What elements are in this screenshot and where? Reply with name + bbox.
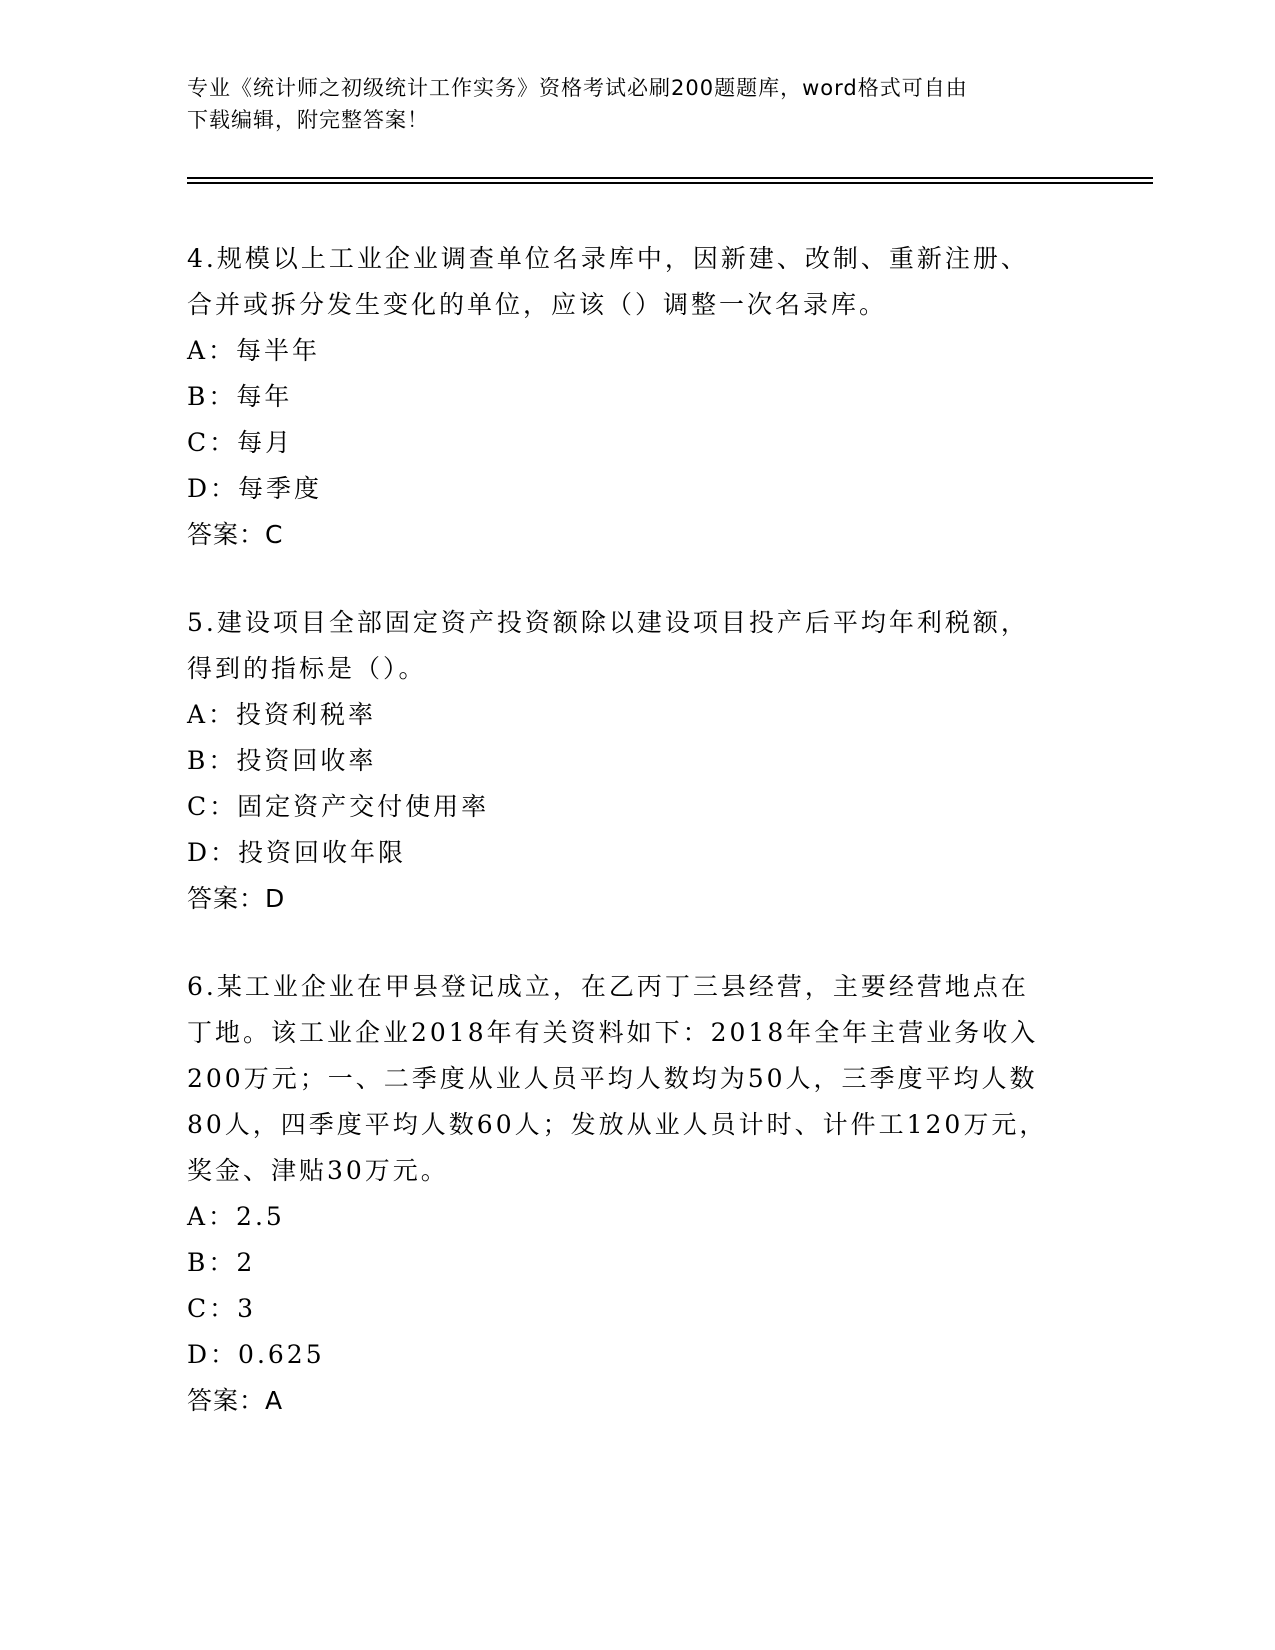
question-stem-line: 4.规模以上工业企业调查单位名录库中，因新建、改制、重新注册、	[187, 244, 1029, 273]
question-stem-line: 奖金、津贴30万元。	[187, 1156, 449, 1185]
answer-label: 答案：C	[187, 520, 284, 549]
question-stem-line: 5.建设项目全部固定资产投资额除以建设项目投产后平均年利税额，	[187, 608, 1029, 637]
question-stem-line: 丁地。该工业企业2018年有关资料如下：2018年全年主营业务收入	[187, 1018, 1039, 1047]
option-d: D：每季度	[187, 474, 323, 503]
header-line-1: 专业《统计师之初级统计工作实务》资格考试必刷200题题库，word格式可自由	[187, 76, 968, 100]
document-header	[187, 72, 1087, 136]
question-6	[187, 964, 1087, 1424]
question-stem	[187, 964, 1087, 1194]
option-b: B：投资回收率	[187, 746, 377, 775]
option-c: C：3	[187, 1294, 257, 1323]
option-a: A：投资利税率	[187, 700, 377, 729]
option-b: B：每年	[187, 382, 293, 411]
header-line-2: 下载编辑，附完整答案！	[187, 108, 429, 132]
option-c: C：每月	[187, 428, 294, 457]
option-a: A：每半年	[187, 336, 321, 365]
header-divider-bottom	[187, 182, 1153, 184]
answer-label: 答案：A	[187, 1386, 284, 1415]
option-d: D：投资回收年限	[187, 838, 407, 867]
option-d: D：0.625	[187, 1340, 325, 1369]
question-stem-line: 6.某工业企业在甲县登记成立，在乙丙丁三县经营，主要经营地点在	[187, 972, 1029, 1001]
header-divider-top	[187, 177, 1153, 179]
question-stem-line: 80人，四季度平均人数60人；发放从业人员计时、计件工120万元，	[187, 1110, 1048, 1139]
question-5	[187, 600, 1087, 922]
option-b: B：2	[187, 1248, 256, 1277]
question-stem-line: 得到的指标是（）。	[187, 654, 427, 683]
question-stem-line: 合并或拆分发生变化的单位，应该（）调整一次名录库。	[187, 290, 888, 319]
question-stem	[187, 236, 1087, 328]
question-stem-line: 200万元；一、二季度从业人员平均人数均为50人，三季度平均人数	[187, 1064, 1038, 1093]
answer-label: 答案：D	[187, 884, 286, 913]
option-a: A：2.5	[187, 1202, 285, 1231]
question-stem	[187, 600, 1087, 692]
option-c: C：固定资产交付使用率	[187, 792, 490, 821]
question-4	[187, 236, 1087, 558]
